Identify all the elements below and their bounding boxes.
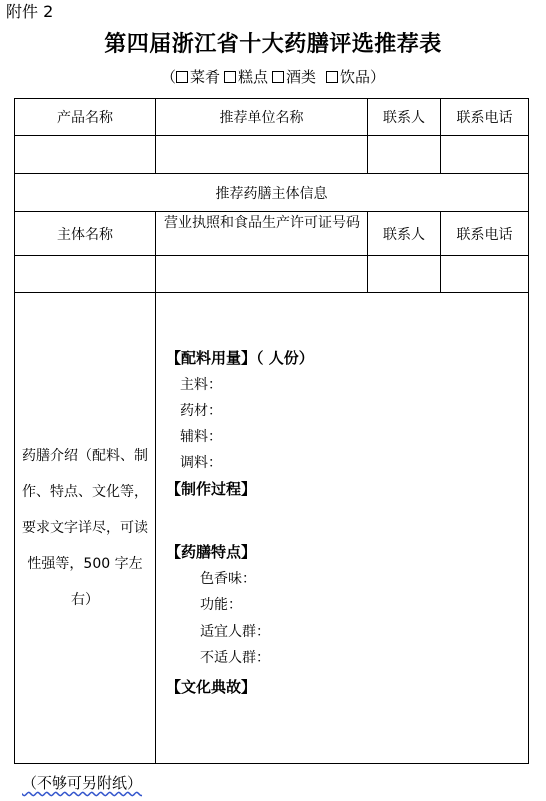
color-aroma-taste-label: 色香味： — [200, 571, 256, 587]
header-product-name: 产品名称 — [15, 99, 156, 136]
entity-contact-cell[interactable] — [368, 256, 441, 293]
recommendation-form-table — [14, 98, 529, 764]
product-name-cell[interactable] — [15, 136, 156, 174]
process-heading: 【制作过程】 — [166, 480, 257, 498]
unsuitable-people-label: 不适人群： — [200, 650, 270, 666]
page-title: 第四届浙江省十大药膳评选推荐表 — [104, 32, 442, 57]
category-label-beverage: 饮品 — [340, 68, 371, 86]
intro-label-cell — [15, 293, 156, 764]
category-close-paren: ） — [370, 68, 386, 86]
main-ingredient-label: 主料： — [180, 377, 222, 393]
recommending-unit-cell[interactable] — [156, 136, 368, 174]
header-contact: 联系人 — [368, 99, 441, 136]
culture-heading: 【文化典故】 — [166, 678, 257, 696]
function-label: 功能： — [200, 597, 242, 613]
category-label-dish: 菜肴 — [189, 68, 220, 86]
header-license-number: 营业执照和食品生产许可证号码 — [156, 212, 368, 256]
header-entity-contact: 联系人 — [368, 212, 441, 256]
category-checkbox-pastry[interactable] — [224, 71, 236, 83]
entity-name-cell[interactable] — [15, 256, 156, 293]
phone-cell[interactable] — [441, 136, 529, 174]
intro-detail-cell[interactable] — [156, 293, 529, 764]
contact-cell[interactable] — [368, 136, 441, 174]
features-heading: 【药膳特点】 — [166, 543, 257, 561]
category-checkbox-row — [0, 66, 546, 88]
category-checkbox-dish[interactable] — [176, 71, 188, 83]
header-entity-phone: 联系电话 — [441, 212, 529, 256]
category-checkbox-liquor[interactable] — [272, 71, 284, 83]
annex-label: 附件 2 — [6, 2, 54, 21]
header-entity-name: 主体名称 — [15, 212, 156, 256]
category-checkbox-beverage[interactable] — [326, 71, 338, 83]
header-phone: 联系电话 — [441, 99, 529, 136]
intro-label: 药膳介绍（配料、制作、特点、文化等，要求文字详尽，可读性强等，500 字左右） — [22, 448, 148, 608]
auxiliary-label: 辅料： — [180, 429, 222, 445]
herbs-label: 药材： — [180, 403, 222, 419]
entity-section-title: 推荐药膳主体信息 — [15, 174, 529, 212]
suitable-people-label: 适宜人群： — [200, 624, 270, 640]
ingredients-heading: 【配料用量】（ 人份） — [166, 349, 314, 367]
seasoning-label: 调料： — [180, 455, 222, 471]
category-label-liquor: 酒类 — [286, 68, 317, 86]
footer-note — [22, 772, 142, 794]
entity-phone-cell[interactable] — [441, 256, 529, 293]
footer-note-text: （不够可另附纸） — [22, 774, 143, 792]
license-number-cell[interactable] — [156, 256, 368, 293]
header-recommending-unit: 推荐单位名称 — [156, 99, 368, 136]
category-label-pastry: 糕点 — [237, 68, 268, 86]
category-open-paren: （ — [160, 68, 176, 86]
